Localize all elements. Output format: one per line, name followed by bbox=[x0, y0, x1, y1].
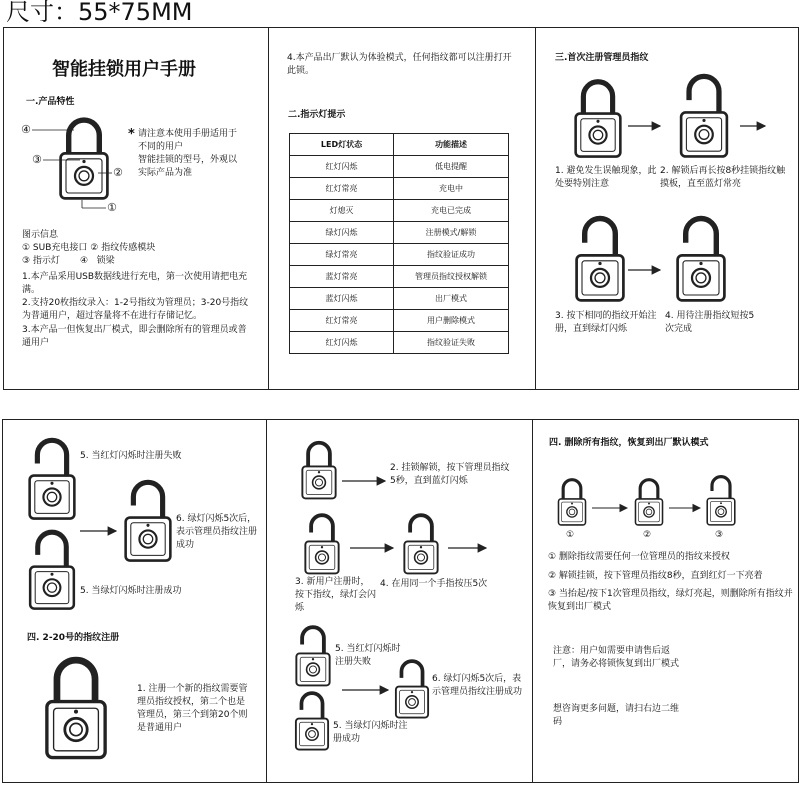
aftersale-note: 注意：用户如需要申请售后返厂，请务必将锁恢复到出厂模式 bbox=[553, 646, 680, 669]
feature-item-3: 3.本产品一但恢复出厂模式，即会删除所有的管理员或普通用户 bbox=[22, 325, 247, 348]
reset-step-1: ① 删除指纹需要任何一位管理员的指纹来授权 bbox=[548, 552, 730, 562]
led-desc: 注册模式/解锁 bbox=[394, 222, 509, 244]
indicator-heading: 二.指示灯提示 bbox=[288, 110, 346, 120]
reset-lock-mark-3: ③ bbox=[715, 530, 724, 540]
fp-2-20-heading: 四. 2-20号的指纹注册 bbox=[27, 633, 120, 643]
led-status: 红灯闪烁 bbox=[290, 332, 394, 354]
register-fail-text: 5. 当红灯闪烁时注册失败 bbox=[80, 451, 182, 461]
size-label: 尺寸：55*75MM bbox=[6, 0, 193, 26]
register-success-6: 6. 绿灯闪烁5次后，表示管理员指纹注册成功 bbox=[176, 514, 258, 550]
trial-mode-note: 4.本产品出厂默认为体验模式，任何指纹都可以注册打开此锁。 bbox=[287, 53, 512, 76]
col2-step-5-fail: 5. 当红灯闪烁时注册失败 bbox=[335, 644, 401, 667]
admin-register-heading: 三.首次注册管理员指纹 bbox=[555, 53, 649, 63]
led-desc: 指纹验证失败 bbox=[394, 332, 509, 354]
led-status: 红灯闪烁 bbox=[290, 156, 394, 178]
led-status: 蓝灯闪烁 bbox=[290, 288, 394, 310]
feature-item-2: 2.支持20枚指纹录入：1-2号指纹为管理员；3-20号指纹为普通用户，超过容量将不在进行存储记忆。 bbox=[22, 298, 249, 321]
note-line-1: 请注意本使用手册适用于 bbox=[138, 129, 238, 139]
led-desc: 充电中 bbox=[394, 178, 509, 200]
led-status: 绿灯常亮 bbox=[290, 244, 394, 266]
legend-row-1: ① SUB充电接口 ② 指纹传感模块 bbox=[22, 243, 156, 253]
led-desc: 管理员指纹授权解锁 bbox=[394, 266, 509, 288]
admin-step-1: 1. 避免发生误触现象，此处要特别注意 bbox=[555, 166, 657, 189]
reset-lock-mark-2: ② bbox=[643, 530, 652, 540]
led-header-desc: 功能描述 bbox=[394, 134, 509, 156]
col2-step-6: 6. 绿灯闪烁5次后，表示管理员指纹注册成功 bbox=[432, 674, 523, 697]
contact-note: 想咨询更多问题，请扫右边二维码 bbox=[553, 704, 680, 727]
fp-2-20-step-1: 1. 注册一个新的指纹需要管理员指纹授权，第二个也是管理员，第三个到第20个则是普通用户 bbox=[137, 684, 248, 733]
led-desc: 指纹验证成功 bbox=[394, 244, 509, 266]
callout-1: ① bbox=[107, 201, 117, 214]
callout-3: ③ bbox=[32, 153, 42, 166]
register-success-5: 5. 当绿灯闪烁时注册成功 bbox=[80, 586, 182, 596]
led-status: 红灯常亮 bbox=[290, 310, 394, 332]
led-status: 灯熄灭 bbox=[290, 200, 394, 222]
admin-step-4: 4. 用待注册指纹短按5次完成 bbox=[665, 311, 755, 334]
led-desc: 出厂模式 bbox=[394, 288, 509, 310]
note-line-2: 不同的用户 bbox=[138, 142, 184, 152]
reset-lock-mark-1: ① bbox=[566, 530, 575, 540]
manual-title: 智能挂锁用户手册 bbox=[52, 59, 196, 80]
led-desc: 用户删除模式 bbox=[394, 310, 509, 332]
led-status: 红灯常亮 bbox=[290, 178, 394, 200]
feature-item-1: 1.本产品采用USB数据线进行充电，第一次使用请把电充满。 bbox=[22, 272, 248, 295]
admin-step-2: 2. 解锁后再长按8秒挂锁指纹触摸板，直至蓝灯常亮 bbox=[660, 166, 786, 189]
led-header-status: LED灯状态 bbox=[290, 134, 394, 156]
callout-2: ② bbox=[113, 166, 123, 179]
factory-reset-heading: 四. 删除所有指纹，恢复到出厂默认模式 bbox=[549, 438, 709, 448]
col2-step-3: 3. 新用户注册时，按下指纹，绿灯会闪烁 bbox=[295, 577, 377, 613]
note-star: * bbox=[128, 127, 135, 142]
led-desc: 低电提醒 bbox=[394, 156, 509, 178]
features-heading: 一.产品特性 bbox=[26, 97, 75, 107]
col2-step-2: 2. 挂锁解锁，按下管理员指纹5秒，直到蓝灯闪烁 bbox=[390, 463, 510, 486]
callout-4: ④ bbox=[21, 123, 31, 136]
admin-step-3: 3. 按下相同的指纹开始注册，直到绿灯闪烁 bbox=[555, 311, 657, 334]
note-line-3: 智能挂锁的型号，外观以 bbox=[138, 155, 238, 165]
note-line-4: 实际产品为准 bbox=[138, 168, 193, 178]
reset-step-3: ③ 当抬起/按下1次管理员指纹，绿灯亮起，则删除所有指纹并恢复到出厂模式 bbox=[548, 589, 793, 612]
reset-step-2: ② 解锁挂锁，按下管理员指纹8秒，直到红灯一下亮着 bbox=[548, 571, 763, 581]
legend-row-2: ③ 指示灯 ④ 锁梁 bbox=[22, 256, 115, 266]
col2-step-4: 4. 在用同一个手指按压5次 bbox=[380, 579, 488, 589]
led-status: 绿灯闪烁 bbox=[290, 222, 394, 244]
led-status: 蓝灯常亮 bbox=[290, 266, 394, 288]
led-desc: 充电已完成 bbox=[394, 200, 509, 222]
legend-title: 图示信息 bbox=[22, 230, 59, 240]
col2-step-5-ok: 5. 当绿灯闪烁时注册成功 bbox=[333, 721, 408, 744]
